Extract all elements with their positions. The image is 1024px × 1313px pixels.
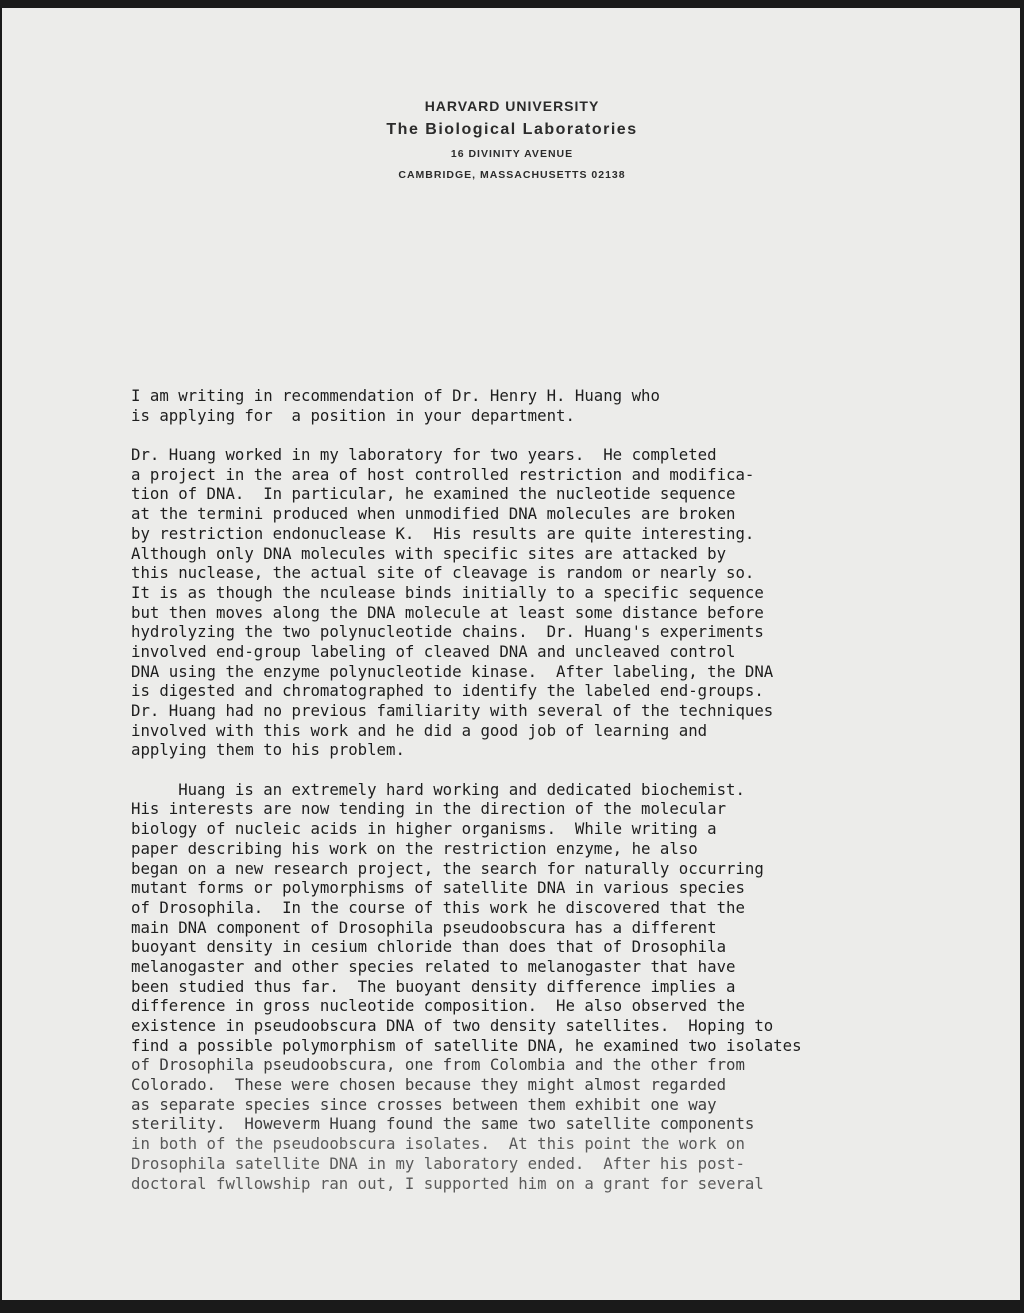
body-line: been studied thus far. The buoyant density difference implies a: [131, 976, 736, 996]
body-line: is applying for a position in your department.: [131, 405, 575, 425]
body-line: Drosophila satellite DNA in my laboratory ended. After his post-: [131, 1153, 745, 1173]
body-line: It is as though the nculease binds initially to a specific sequence: [131, 582, 764, 602]
body-line: Huang is an extremely hard working and dedicated biochemist.: [131, 779, 745, 799]
body-line: but then moves along the DNA molecule at least some distance before: [131, 602, 764, 622]
body-line: find a possible polymorphism of satellite DNA, he examined two isolates: [131, 1035, 802, 1055]
body-line: main DNA component of Drosophila pseudoobscura has a different: [131, 917, 717, 937]
body-line: Dr. Huang had no previous familiarity with several of the techniques: [131, 701, 774, 720]
body-line: hydrolyzing the two polynucleotide chains. Dr. Huang's experiments: [131, 622, 764, 642]
body-line: a project in the area of host controlled restriction and modifica-: [131, 464, 755, 484]
body-line: I am writing in recommendation of Dr. Henry H. Huang who: [131, 386, 660, 405]
body-line: began on a new research project, the search for naturally occurring: [131, 858, 764, 878]
body-line: biology of nucleic acids in higher organisms. While writing a: [131, 819, 717, 839]
letterhead: [0, 96, 1024, 186]
body-line: buoyant density in cesium chloride than does that of Drosophila: [131, 937, 727, 957]
body-line: paper describing his work on the restriction enzyme, he also: [131, 838, 698, 858]
body-line: existence in pseudoobscura DNA of two density satellites. Hoping to: [131, 1016, 774, 1035]
body-line: doctoral fwllowship ran out, I supported him on a grant for several: [131, 1173, 764, 1193]
body-line: at the termini produced when unmodified DNA molecules are broken: [131, 504, 736, 524]
paragraph-intro: [131, 386, 971, 425]
body-line: difference in gross nucleotide composition. He also observed the: [131, 996, 745, 1016]
letterhead-institution: HARVARD UNIVERSITY: [424, 98, 600, 114]
paragraph-interests: [131, 780, 971, 1193]
letterhead-city: CAMBRIDGE, MASSACHUSETTS 02138: [398, 169, 626, 181]
letter-body: [131, 386, 971, 1193]
body-line: His interests are now tending in the direction of the molecular: [131, 799, 727, 819]
body-line: this nuclease, the actual site of cleavage is random or nearly so.: [131, 563, 755, 583]
body-line: DNA using the enzyme polynucleotide kinase. After labeling, the DNA: [131, 661, 774, 681]
body-line: involved with this work and he did a good job of learning and: [131, 720, 708, 740]
body-line: Although only DNA molecules with specific sites are attacked by: [131, 543, 727, 563]
body-line: tion of DNA. In particular, he examined the nucleotide sequence: [131, 484, 736, 504]
paragraph-research: [131, 445, 971, 760]
body-line: is digested and chromatographed to identify the labeled end-groups.: [131, 681, 764, 701]
letterhead-department: The Biological Laboratories: [386, 121, 638, 138]
body-line: applying them to his problem.: [131, 740, 405, 760]
body-line: Colorado. These were chosen because they might almost regarded: [131, 1075, 727, 1095]
body-line: Dr. Huang worked in my laboratory for two years. He completed: [131, 445, 717, 465]
body-line: of Drosophila pseudoobscura, one from Colombia and the other from: [131, 1055, 745, 1075]
letterhead-street: 16 DIVINITY AVENUE: [450, 148, 574, 160]
body-line: involved end-group labeling of cleaved DNA and uncleaved control: [131, 641, 736, 661]
body-line: of Drosophila. In the course of this work he discovered that the: [131, 897, 745, 917]
body-line: as separate species since crosses between them exhibit one way: [131, 1094, 717, 1114]
body-line: mutant forms or polymorphisms of satellite DNA in various species: [131, 878, 745, 898]
body-line: by restriction endonuclease K. His results are quite interesting.: [131, 523, 755, 543]
body-line: sterility. Howeverm Huang found the same two satellite components: [131, 1114, 755, 1134]
body-line: melanogaster and other species related to melanogaster that have: [131, 956, 736, 976]
body-line: in both of the pseudoobscura isolates. At this point the work on: [131, 1134, 745, 1154]
